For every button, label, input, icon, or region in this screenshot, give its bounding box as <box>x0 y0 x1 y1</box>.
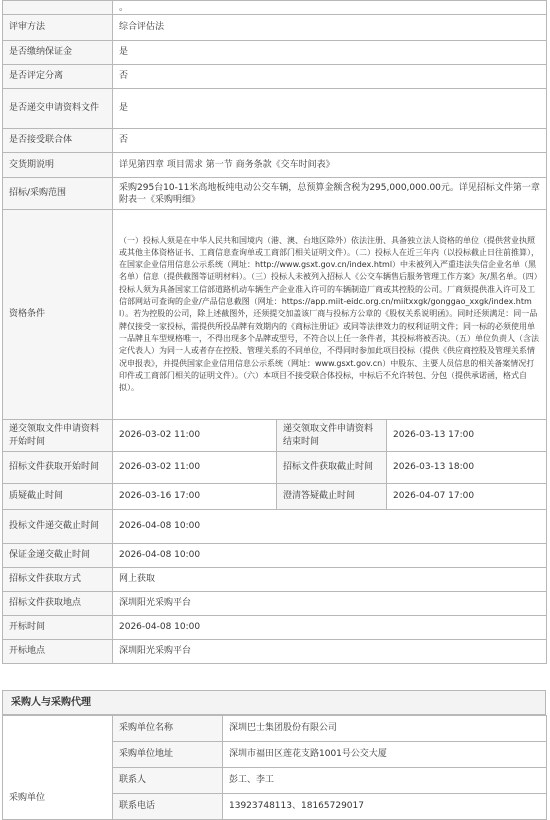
field-label: 递交领取文件申请资料结束时间 <box>277 420 387 452</box>
field-value: 否 <box>113 129 547 153</box>
field-value: 彭工、李工 <box>223 768 547 794</box>
row-opening-place <box>3 640 547 664</box>
field-label: 是否评定分离 <box>3 65 113 89</box>
field-label: 资格条件 <box>3 210 113 420</box>
section-title-purchaser: 采购人与采购代理 <box>2 690 546 715</box>
field-value: 是 <box>113 89 547 129</box>
row-submit-materials <box>3 89 547 129</box>
field-value: 深圳巴士集团股份有限公司 <box>223 716 547 742</box>
field-label: 招标文件获取方式 <box>3 568 113 592</box>
field-label: 开标时间 <box>3 616 113 640</box>
field-label: 澄清答疑截止时间 <box>277 484 387 510</box>
row-separation <box>3 65 547 89</box>
field-value: 2026-04-08 10:00 <box>113 544 547 568</box>
field-value: 2026-03-13 17:00 <box>387 420 547 452</box>
row-acquire-place <box>3 592 547 616</box>
field-value: 深圳市福田区莲花支路1001号公交大厦 <box>223 742 547 768</box>
field-label: 招标文件获取开始时间 <box>3 452 113 484</box>
field-value: 2026-04-08 10:00 <box>113 510 547 544</box>
row-bid-deadline <box>3 510 547 544</box>
field-value: 2026-04-07 17:00 <box>387 484 547 510</box>
field-label: 投标文件递交截止时间 <box>3 510 113 544</box>
purchaser-group-label: 采购单位 <box>3 716 113 820</box>
purchaser-table <box>2 715 547 820</box>
row-qualification <box>3 210 547 420</box>
field-value: 深圳阳光采购平台 <box>113 640 547 664</box>
field-label: 保证金递交截止时间 <box>3 544 113 568</box>
field-value: （一）投标人须是在中华人民共和国境内（港、澳、台地区除外）依法注册、具备独立法人资格的单位（提供营业执照或其他主体资格证书、工商信息查询单或工商部门相关证明文件）。（二）投标人在近三年内（以投标截止日往前推算），在国家企业信用信息公示系统（网址：http://www.gsxt.gov.cn/index.html）中未被列入严重违法失信企业名单（黑名单）信息（提供截图等证明材料）。（三）投标人未被列入招标人《公交车辆售后服务管理工作方案》灰/黑名单。（四）投标人须为具备国家工信部道路机动车辆生产企业准入许可的车辆制造厂商或其控股的公司。厂商须提供准入许可及工信部网站可查询的企业/产品信息截图（网址：https://app.miit-eidc.org.cn/miitxxgk/gonggao_xxgk/index.html）。若为控股的公司，除上述截图外，还须提交加盖该厂商与投标方公章的《股权关系说明函》。同时还须满足：同一品牌仅接受一家投标，需提供所投品牌有效期内的《商标注册证》或同等法律效力的权利证明文件；同一标的必须使用单一品牌且车型规格唯一，不得出现多个品牌或型号，不符合以上任一条件者，其投标将被否决。（五）单位负责人（含法定代表人）为同一人或者存在控股、管理关系的不同单位，不得同时参加此项目投标（提供《供应商控股及管理关系情况申报表》，并提供国家企业信用信息公示系统（网址：www.gsxt.gov.cn）中股东、主要人员信息的相关备案情况打印件或工商部门相关的证明文件）。（六）本项目不接受联合体投标，中标后不允许转包、分包（提供承诺函，格式自拟）。 <box>113 210 547 420</box>
row-time-3 <box>3 484 547 510</box>
field-label: 联系电话 <box>113 794 223 820</box>
field-value: 网上获取 <box>113 568 547 592</box>
field-value: 是 <box>113 41 547 65</box>
row-deposit-deadline <box>3 544 547 568</box>
field-label: 评审方法 <box>3 15 113 41</box>
row-review-method <box>3 15 547 41</box>
field-label: 质疑截止时间 <box>3 484 113 510</box>
field-label: 招标/采购范围 <box>3 178 113 210</box>
row-opening-time <box>3 616 547 640</box>
field-label: 采购单位名称 <box>113 716 223 742</box>
top-fragment-row <box>3 1 547 15</box>
field-label: 联系人 <box>113 768 223 794</box>
row-time-2 <box>3 452 547 484</box>
field-value: 2026-03-02 11:00 <box>113 420 277 452</box>
field-label: 招标文件获取地点 <box>3 592 113 616</box>
field-label: 是否递交申请资料文件 <box>3 89 113 129</box>
field-value: 否 <box>113 65 547 89</box>
field-value: 深圳阳光采购平台 <box>113 592 547 616</box>
field-value: 采购295台10-11米高地板纯电动公交车辆，总预算金额含税为295,000,000.00元。详见招标文件第一章附表一《采购明细》 <box>113 178 547 210</box>
row-delivery <box>3 153 547 178</box>
top-fragment-value: 。 <box>113 1 547 15</box>
row-scope <box>3 178 547 210</box>
field-value: 13923748113、18165729017 <box>223 794 547 820</box>
field-value: 综合评估法 <box>113 15 547 41</box>
field-label: 递交领取文件申请资料开始时间 <box>3 420 113 452</box>
top-fragment-label <box>3 1 113 15</box>
purchaser-row <box>3 716 547 742</box>
field-value: 2026-04-08 10:00 <box>113 616 547 640</box>
field-value: 2026-03-02 11:00 <box>113 452 277 484</box>
field-value: 详见第四章 项目需求 第一节 商务条款《交车时间表》 <box>113 153 547 178</box>
field-label: 是否接受联合体 <box>3 129 113 153</box>
tender-info-table <box>2 0 547 664</box>
field-label: 交货期说明 <box>3 153 113 178</box>
field-label: 采购单位地址 <box>113 742 223 768</box>
row-acquire-method <box>3 568 547 592</box>
field-value: 2026-03-13 18:00 <box>387 452 547 484</box>
field-value: 2026-03-16 17:00 <box>113 484 277 510</box>
field-label: 开标地点 <box>3 640 113 664</box>
row-deposit <box>3 41 547 65</box>
field-label: 是否缴纳保证金 <box>3 41 113 65</box>
field-label: 招标文件获取截止时间 <box>277 452 387 484</box>
row-consortium <box>3 129 547 153</box>
row-time-1 <box>3 420 547 452</box>
